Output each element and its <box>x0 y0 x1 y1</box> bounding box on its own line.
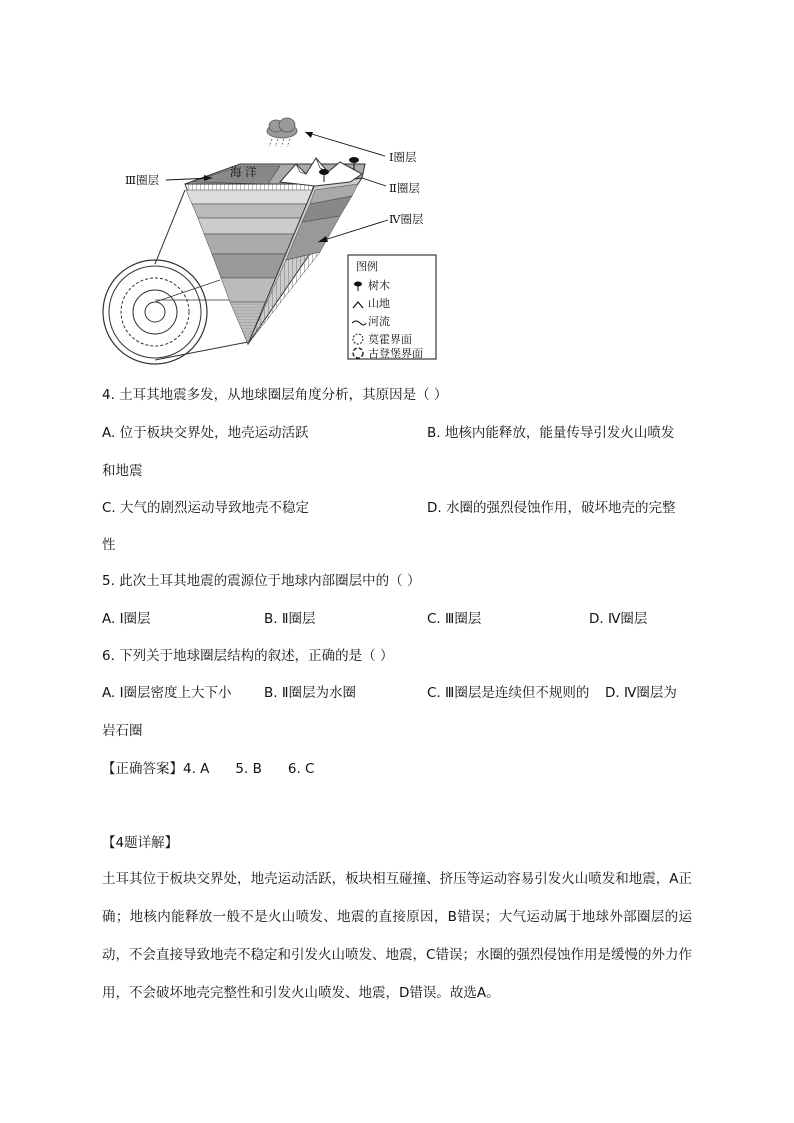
earth-cross-section <box>103 260 207 364</box>
q4-option-d: D. 水圈的强烈侵蚀作用，破坏地壳的完整 <box>427 500 676 516</box>
explanation-title: 【4题详解】 <box>102 835 179 851</box>
q5-option-a: A. Ⅰ圈层 <box>102 611 151 627</box>
earth-layers-svg <box>100 112 445 370</box>
q6-stem: 6. 下列关于地球圈层结构的叙述，正确的是（ ） <box>102 648 394 664</box>
legend-item-mountain: 山地 <box>368 297 390 310</box>
layer3-label: Ⅲ圈层 <box>125 173 160 187</box>
q4-option-c: C. 大气的剧烈运动导致地壳不稳定 <box>102 500 310 516</box>
cloud-icon <box>267 118 297 147</box>
answer-item: 4. A <box>183 761 210 777</box>
answer-item: 5. B <box>235 761 262 777</box>
legend-item-river: 河流 <box>368 315 390 328</box>
q6-option-c: C. Ⅲ圈层是连续但不规则的 <box>427 685 590 701</box>
layer1-label: Ⅰ圈层 <box>389 150 417 164</box>
earth-layers-diagram <box>100 112 445 370</box>
legend-item-gutenberg: 古登堡界面 <box>368 347 423 360</box>
q5-option-c: C. Ⅲ圈层 <box>427 611 482 627</box>
q5-option-d: D. Ⅳ圈层 <box>589 611 648 627</box>
q6-option-d-wrap: 岩石圈 <box>102 723 143 739</box>
q6-option-d: D. Ⅳ圈层为 <box>605 685 677 701</box>
q4-stem: 4. 土耳其地震多发，从地球圈层角度分析，其原因是（ ） <box>102 387 448 403</box>
q4-option-b-wrap: 和地震 <box>102 463 143 479</box>
layer4-label: Ⅳ圈层 <box>389 212 424 226</box>
legend-item-tree: 树木 <box>368 279 390 292</box>
q6-option-a: A. Ⅰ圈层密度上大下小 <box>102 685 232 701</box>
answer-label: 【正确答案】 <box>102 761 183 777</box>
legend-title: 图例 <box>356 260 378 273</box>
explanation-body: 土耳其位于板块交界处，地壳运动活跃，板块相互碰撞、挤压等运动容易引发火山喷发和地震，A正确；地核内能释放一般不是火山喷发、地震的直接原因，B错误；大气运动属于地球外部圈层的运动，不会直接导致地壳不稳定和引发火山喷发、地震，C错误；水圈的强烈侵蚀作用是缓慢的外力作用，不会破坏地壳完整性和引发火山喷发、地震，D错误。故选A。 <box>102 871 692 1001</box>
q4-option-a: A. 位于板块交界处，地壳运动活跃 <box>102 425 309 441</box>
legend-item-moho: 莫霍界面 <box>368 333 412 346</box>
q4-option-d-wrap: 性 <box>102 537 116 553</box>
q4-option-b: B. 地核内能释放，能量传导引发火山喷发 <box>427 425 675 441</box>
q5-option-b: B. Ⅱ圈层 <box>264 611 316 627</box>
answer-item: 6. C <box>287 761 315 777</box>
q6-option-b: B. Ⅱ圈层为水圈 <box>264 685 356 701</box>
q5-stem: 5. 此次土耳其地震的震源位于地球内部圈层中的（ ） <box>102 573 421 589</box>
ocean-label: 海 洋 <box>230 165 257 179</box>
legend <box>348 255 436 360</box>
layer2-label: Ⅱ圈层 <box>389 181 420 195</box>
answer-line <box>102 759 340 779</box>
